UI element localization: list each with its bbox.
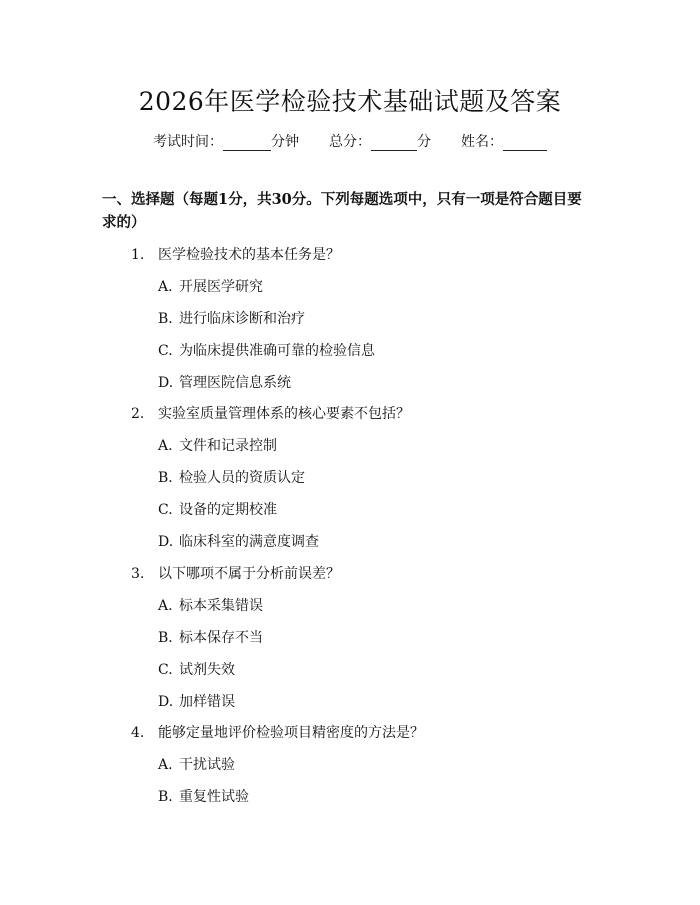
question-2-option-d [158, 531, 319, 551]
question-number: 2. [131, 406, 145, 422]
exam-time-blank [223, 134, 271, 151]
question-3-option-d [158, 691, 235, 711]
exam-time-field [153, 131, 299, 151]
option-letter: D. [158, 534, 174, 550]
option-text: 干扰试验 [179, 757, 235, 773]
question-4-option-a [158, 754, 235, 774]
question-2-option-c [158, 499, 277, 519]
option-letter: B. [158, 311, 173, 327]
question-3-option-b [158, 627, 263, 647]
question-1-option-c [158, 340, 375, 360]
option-letter: A. [158, 279, 173, 295]
exam-meta-row [0, 131, 700, 151]
exam-time-unit: 分钟 [271, 134, 299, 150]
option-text: 重复性试验 [179, 789, 249, 805]
question-text: 能够定量地评价检验项目精密度的方法是？ [158, 725, 424, 741]
option-text: 进行临床诊断和治疗 [179, 311, 305, 327]
student-name-blank [503, 134, 547, 151]
question-text: 以下哪项不属于分析前误差？ [158, 566, 340, 582]
option-text: 检验人员的资质认定 [179, 470, 305, 486]
option-letter: C. [158, 343, 173, 359]
total-score-label: 总分： [329, 134, 371, 150]
option-letter: C. [158, 662, 173, 678]
option-letter: D. [158, 375, 174, 391]
section-heading: 一、选择题（每题1分，共30分。下列每题选项中，只有一项是符合题目要求的） [102, 191, 582, 231]
question-number: 4. [131, 725, 145, 741]
option-letter: B. [158, 470, 173, 486]
total-score-unit: 分 [417, 134, 431, 150]
total-score-field [329, 131, 431, 151]
student-name-label: 姓名： [461, 134, 503, 150]
student-name-field [461, 131, 547, 151]
question-4-option-b [158, 786, 249, 806]
option-letter: C. [158, 502, 173, 518]
question-number: 3. [131, 566, 145, 582]
option-letter: D. [158, 694, 174, 710]
option-text: 加样错误 [179, 694, 235, 710]
question-2-option-a [158, 435, 277, 455]
option-text: 标本采集错误 [179, 598, 263, 614]
question-3-option-a [158, 595, 263, 615]
option-letter: A. [158, 757, 173, 773]
exam-time-label: 考试时间： [153, 134, 223, 150]
total-score-blank [371, 134, 417, 151]
option-text: 为临床提供准确可靠的检验信息 [179, 343, 375, 359]
question-1-option-d [158, 372, 291, 392]
question-1 [131, 244, 340, 264]
option-letter: B. [158, 630, 173, 646]
question-2 [131, 403, 410, 423]
option-letter: A. [158, 598, 173, 614]
question-4 [131, 722, 424, 742]
question-1-option-b [158, 308, 305, 328]
option-text: 试剂失效 [179, 662, 235, 678]
question-3-option-c [158, 659, 235, 679]
question-3 [131, 563, 340, 583]
option-text: 标本保存不当 [179, 630, 263, 646]
question-text: 医学检验技术的基本任务是？ [158, 247, 340, 263]
question-number: 1. [131, 247, 145, 263]
option-text: 临床科室的满意度调查 [179, 534, 319, 550]
question-text: 实验室质量管理体系的核心要素不包括？ [158, 406, 410, 422]
document-title: 2026年医学检验技术基础试题及答案 [138, 87, 562, 116]
question-2-option-b [158, 467, 305, 487]
option-letter: A. [158, 438, 173, 454]
option-text: 开展医学研究 [179, 279, 263, 295]
option-letter: B. [158, 789, 173, 805]
option-text: 文件和记录控制 [179, 438, 277, 454]
option-text: 设备的定期校准 [179, 502, 277, 518]
option-text: 管理医院信息系统 [179, 375, 291, 391]
question-1-option-a [158, 276, 263, 296]
